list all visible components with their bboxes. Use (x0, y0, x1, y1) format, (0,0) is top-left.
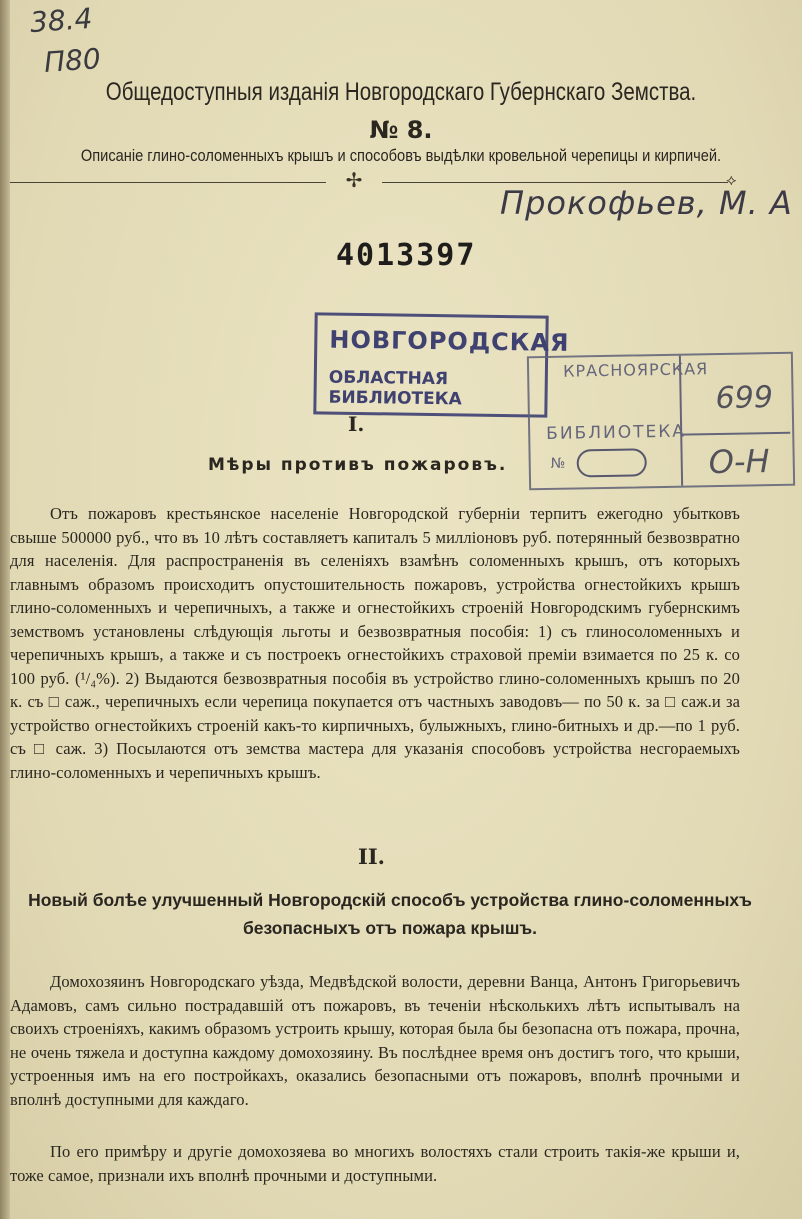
library-stamp-novgorod (313, 312, 570, 417)
stamp2-line1: КРАСНОЯРСКАЯ (562, 359, 709, 381)
section2-paragraph2-text: По его примѣру и другіе домохозяева во многихъ волостяхъ стали строить такія-же крыши и, тоже самое, признали ихъ вполнѣ прочными и доступными. (10, 1142, 740, 1185)
stamp1-line2: ОБЛАСТНАЯ БИБЛИОТЕКА (328, 367, 462, 410)
library-stamp-krasnoyarsk (527, 352, 795, 491)
section1-heading: Мѣры противъ пожаровъ. (208, 455, 508, 475)
end-ornament-icon: ⟡ (726, 170, 737, 189)
section1-paragraph (10, 502, 740, 784)
shelfmark-line1: 38.4 (28, 1, 94, 40)
stamp2-value2: О-Н (708, 442, 770, 482)
issue-number: № 8. (369, 116, 433, 144)
stamp2-number-label: № (550, 455, 566, 472)
stamp1-line1: НОВГОРОДСКАЯ (329, 325, 570, 357)
series-title: Общедоступныя изданія Новгородскаго Губернскаго Земства. (105, 78, 697, 106)
section2-number: II. (358, 844, 385, 869)
section1-number: I. (348, 412, 365, 436)
stamp2-line2: БИБЛИОТЕКА (546, 421, 687, 445)
document-subtitle: Описаніе глино-соломенныхъ крышъ и способовъ выдѣлки кровельной черепицы и кирпичей. (80, 146, 722, 165)
page-edge (0, 0, 10, 1219)
stamp2-value1: 699 (715, 380, 774, 417)
stamp2-scribble (576, 448, 646, 477)
section2-paragraph1-text: Домохозяинъ Новгородскаго уѣзда, Медвѣдской волости, деревни Ванца, Антонъ Григорьевичъ Адамовъ, самъ сильно пострадавшій отъ пожаровъ, въ теченіи нѣсколькихъ лѣтъ испытывалъ на своихъ строеніяхъ, какимъ образомъ устроить крышу, которая была бы безопасна отъ пожара, прочна, не очень тяжела и доступна каждому домохозяину. Въ послѣднее время онъ достигъ того, что крыши, устроенныя имъ на его постройкахъ, оказались безопасными отъ пожаровъ, вполнѣ прочными и вполнѣ доступными для каждаго. (10, 972, 740, 1109)
shelfmark-line2: П80 (42, 42, 102, 79)
section1-paragraph-text: Отъ пожаровъ крестьянское населеніе Новгородской губерніи терпитъ ежегодно убытковъ свыше 500000 руб., что въ 10 лѣтъ составляетъ капиталъ 5 милліоновъ руб. потерянный безвозвратно для населенія. Для распространенія въ селеніяхъ взамѣнъ соломенныхъ крышъ, отъ которыхъ главнымъ образомъ происходитъ опустошительность пожаровъ, устройства огнестойкихъ крышъ глино-соломенныхъ и черепичныхъ, а также и огнестойкихъ строеній Новгородскимъ губернскимъ земствомъ установлены слѣдующія льготы и безвозвратныя пособія: 1) съ глиносоломенныхъ и черепичныхъ крышъ, а также и съ построекъ огнестойкихъ страховой преміи взимается по 25 к. со 100 руб. (¹/₄%). 2) Выдаются безвозвратныя пособія въ устройство глино-соломенныхъ крышъ по 20 к. съ □ саж., черепичныхъ если черепица покупается отъ частныхъ заводовъ— по 50 к. за □ саж.и за устройство огнестойкихъ строеній какъ-то кирпичныхъ, булыжныхъ, глино-битныхъ и др.—по 1 руб. съ □ саж. 3) Посылаются отъ земства мастера для указанія способовъ устройства несгораемыхъ глино-соломенныхъ и черепичныхъ крышъ. (10, 504, 740, 782)
handwritten-author-note: Прокофьев, М. А (500, 184, 793, 222)
section2-paragraph1 (10, 970, 740, 1111)
ornament-icon: ✢ (345, 168, 363, 192)
section2-heading: Новый болѣе улучшенный Новгородскій способъ устройства глино-соломенныхъ безопасныхъ отъ пожара крышъ. (28, 890, 752, 938)
divider-left (10, 182, 326, 183)
inventory-number: 4013397 (336, 238, 477, 273)
divider-right (382, 182, 728, 183)
stamp2-divider-horizontal (680, 432, 790, 436)
section2-paragraph2 (10, 1140, 740, 1187)
